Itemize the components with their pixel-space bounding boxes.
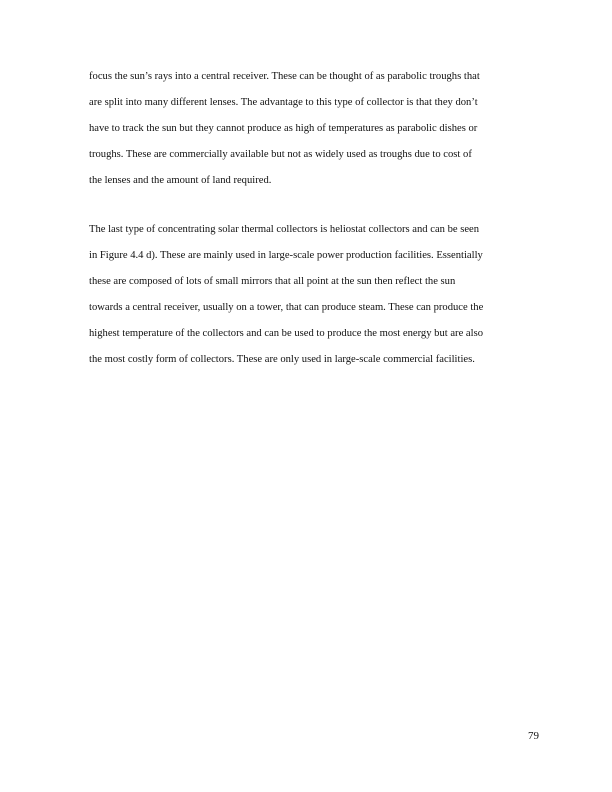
text-line: these are composed of lots of small mirrors that all point at the sun then reflect the sun [89, 276, 456, 287]
text-line: troughs. These are commercially available but not as widely used as troughs due to cost of [89, 149, 472, 160]
text-line: highest temperature of the collectors and can be used to produce the most energy but are also [89, 328, 483, 339]
text-line: in Figure 4.4 d). These are mainly used in large-scale power production facilities. Essentially [89, 250, 483, 261]
text-line: are split into many different lenses. The advantage to this type of collector is that they don’t [89, 97, 478, 108]
text-line: The last type of concentrating solar thermal collectors is heliostat collectors and can be seen [89, 224, 480, 235]
text-line: towards a central receiver, usually on a tower, that can produce steam. These can produce the [89, 302, 484, 313]
page-number: 79 [528, 730, 539, 742]
paragraph-concentrating-lenses [89, 64, 539, 194]
paragraph-heliostat-collectors [89, 217, 539, 373]
text-line: have to track the sun but they cannot produce as high of temperatures as parabolic dishes or [89, 123, 478, 134]
text-line: focus the sun’s rays into a central receiver. These can be thought of as parabolic troughs that [89, 71, 480, 82]
text-line: the most costly form of collectors. These are only used in large-scale commercial facilities. [89, 354, 475, 365]
text-line: the lenses and the amount of land required. [89, 175, 272, 186]
